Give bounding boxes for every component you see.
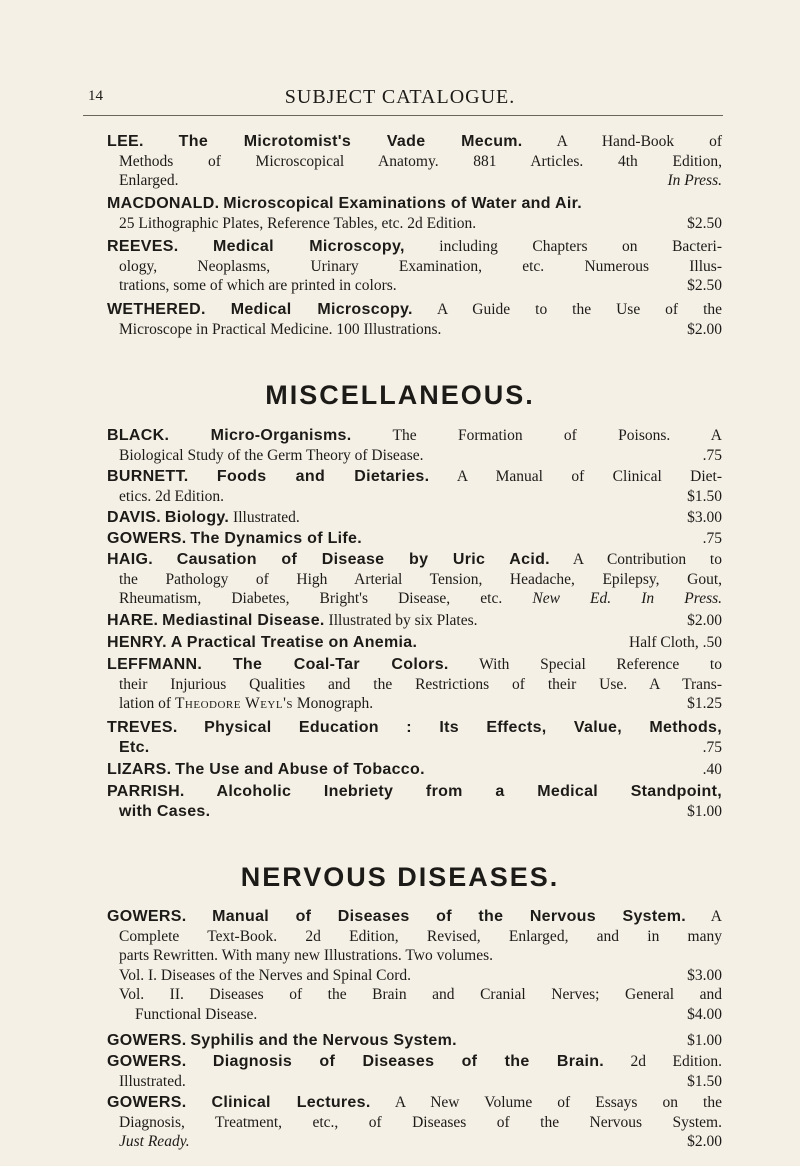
entry-gowers-diagnosis [107, 1052, 722, 1091]
entry-line: parts Rewritten. With many new Illustrations. Two volumes. [119, 947, 493, 964]
entry-line [107, 655, 722, 675]
entry-line [107, 426, 722, 446]
entry-henry [107, 633, 722, 653]
entry-burnett [107, 467, 722, 506]
entry-line [107, 194, 722, 214]
entry-price: $2.00 [687, 612, 722, 629]
entry-text: Illustrated. [233, 509, 300, 526]
entry-line [107, 1132, 722, 1152]
entry-line [107, 589, 722, 609]
entry-price: $4.00 [687, 1005, 722, 1023]
entry-author: GOWERS. [107, 1094, 187, 1111]
entry-author: HAIG. [107, 551, 153, 568]
entry-line [107, 1031, 722, 1051]
entry-price: $1.50 [687, 1072, 722, 1090]
entry-status: In Press. [641, 590, 723, 607]
entry-line [107, 300, 722, 320]
entry-price: $1.50 [687, 487, 722, 505]
entry-line [107, 611, 722, 631]
entry-title: Syphilis and the Nervous System. [190, 1032, 457, 1049]
entry-hare [107, 611, 722, 631]
entry-author: LEFFMANN. [107, 656, 203, 673]
entry-title: Causation of Disease by Uric Acid. [176, 551, 550, 568]
page-number: 14 [88, 88, 103, 104]
entry-title: Micro-Organisms. [210, 427, 352, 444]
entry-text: A Guide to the Use of the [436, 301, 723, 318]
entry-text: Monograph. [296, 695, 374, 712]
entry-title: The Dynamics of Life. [190, 530, 362, 547]
entry-macdonald [107, 194, 722, 233]
entry-title: Physical Education : Its Effects, Value, Methods, [204, 719, 723, 736]
entry-line [107, 738, 722, 758]
entry-line [107, 1093, 722, 1113]
entry-status: Just Ready. [119, 1133, 190, 1150]
entry-text: A New Volume of Essays on the [394, 1094, 722, 1111]
entry-gowers-dynamics [107, 529, 722, 549]
entry-author: LEE. [107, 133, 144, 150]
entry-author: GOWERS. [107, 1053, 187, 1070]
entry-line [107, 1072, 722, 1092]
entry-title: A Practical Treatise on Anemia. [170, 634, 418, 651]
entry-line [107, 529, 722, 549]
entry-text: A [710, 908, 722, 925]
entry-author: HARE. [107, 612, 159, 629]
entry-black [107, 426, 722, 465]
entry-line: the Pathology of High Arterial Tension, Headache, Epilepsy, Gout, [119, 570, 722, 588]
entry-line [107, 487, 722, 507]
entry-line [107, 966, 722, 986]
entry-gowers-manual [107, 907, 722, 1024]
entry-line [107, 214, 722, 234]
entry-line: Complete Text-Book. 2d Edition, Revised, Enlarged, and in many [119, 927, 722, 945]
entry-author: GOWERS. [107, 530, 187, 547]
entry-title: Medical Microscopy, [213, 238, 405, 255]
entry-line [107, 907, 722, 927]
entry-title: Clinical Lectures. [211, 1094, 371, 1111]
entry-text: Vol. I. Diseases of the Nerves and Spinal Cord. [119, 966, 412, 984]
entry-text: Illustrated. [119, 1072, 186, 1090]
entry-gowers-clinical [107, 1093, 722, 1152]
entry-line: Methods of Microscopical Anatomy. 881 Articles. 4th Edition, [119, 152, 722, 170]
entry-text: A Contribution to [572, 551, 722, 568]
entry-line [107, 1052, 722, 1072]
entry-title: Biology. [164, 509, 230, 526]
entry-title: The Coal-Tar Colors. [232, 656, 449, 673]
entry-line [107, 320, 722, 340]
entry-title: Microscopical Examinations of Water and Air. [223, 195, 582, 212]
entry-text: Etc. [119, 738, 150, 756]
entry-price: $1.00 [687, 802, 722, 820]
entry-line [107, 694, 722, 714]
entry-line [107, 508, 722, 528]
entry-author: MACDONALD. [107, 195, 220, 212]
entry-line [107, 276, 722, 296]
entry-text: 2d Edition. [630, 1053, 723, 1070]
entry-price: .75 [702, 530, 722, 547]
entry-author: BURNETT. [107, 468, 189, 485]
entry-title: The Use and Abuse of Tobacco. [175, 761, 425, 778]
entry-treves [107, 718, 722, 757]
entry-title: Manual of Diseases of the Nervous System. [212, 908, 686, 925]
entry-line [107, 633, 722, 653]
entry-author: PARRISH. [107, 783, 185, 800]
entry-davis [107, 508, 722, 528]
entry-line [107, 718, 722, 738]
header-rule [83, 115, 723, 116]
entry-text: Enlarged. [119, 172, 179, 189]
entry-text: A Hand-Book of [556, 133, 722, 150]
entry-text: with Cases. [119, 802, 211, 820]
entry-author: WETHERED. [107, 301, 206, 318]
entry-author: GOWERS. [107, 908, 187, 925]
entry-author-ref: Theodore Weyl's [174, 695, 294, 712]
entry-parrish [107, 782, 722, 821]
entry-text: etics. 2d Edition. [119, 487, 225, 505]
entry-author: DAVIS. [107, 509, 161, 526]
entry-price: $2.50 [687, 214, 722, 232]
entry-title: Mediastinal Disease. [162, 612, 325, 629]
entry-author: BLACK. [107, 427, 170, 444]
entry-line [107, 802, 722, 822]
entry-gowers-syphilis [107, 1031, 722, 1051]
entry-text: With Special Reference to [479, 656, 722, 673]
entry-price: .75 [702, 446, 722, 464]
entry-wethered [107, 300, 722, 339]
entry-text: 25 Lithographic Plates, Reference Tables, etc. 2d Edition. [119, 214, 477, 232]
entry-title: Diagnosis of Diseases of the Brain. [212, 1053, 605, 1070]
entry-text: A Manual of Clinical Diet- [456, 468, 722, 485]
entry-price: $2.50 [687, 277, 722, 294]
entry-text: Microscope in Practical Medicine. 100 Illustrations. [119, 320, 442, 338]
entry-title: Medical Microscopy. [230, 301, 413, 318]
entry-price: $3.00 [687, 509, 722, 526]
entry-line: Vol. II. Diseases of the Brain and Cranial Nerves; General and [119, 986, 722, 1003]
entry-line [107, 237, 722, 257]
entry-price: Half Cloth, .50 [629, 634, 722, 651]
entry-status: In Press. [667, 172, 722, 189]
running-title: SUBJECT CATALOGUE. [284, 86, 516, 108]
entry-line [107, 760, 722, 780]
entry-line: ology, Neoplasms, Urinary Examination, etc. Numerous Illus- [119, 257, 722, 275]
entry-title: The Microtomist's Vade Mecum. [178, 133, 523, 150]
entry-line [107, 782, 722, 802]
entry-text: Illustrated by six Plates. [328, 612, 478, 629]
entry-text: Rheumatism, Diabetes, Bright's Disease, etc. [119, 590, 503, 607]
entry-author: LIZARS. [107, 761, 172, 778]
entry-leffmann [107, 655, 722, 714]
entry-price: $1.25 [687, 695, 722, 712]
entry-price: $2.00 [687, 320, 722, 338]
entry-line [107, 171, 722, 191]
entry-text: Biological Study of the Germ Theory of Disease. [119, 446, 424, 464]
entry-text: Functional Disease. [135, 1005, 258, 1023]
entry-text: trations, some of which are printed in colors. [119, 277, 397, 294]
entry-price: $2.00 [687, 1133, 722, 1150]
entry-author: REEVES. [107, 238, 179, 255]
entry-text: including Chapters on Bacteri- [439, 238, 723, 255]
entry-title: Alcoholic Inebriety from a Medical Standpoint, [216, 783, 722, 800]
entry-reeves [107, 237, 722, 296]
entry-text: lation of [119, 695, 172, 712]
entry-line [107, 467, 722, 487]
entry-text: The Formation of Poisons. A [392, 427, 722, 444]
entry-line: Diagnosis, Treatment, etc., of Diseases of the Nervous System. [119, 1113, 722, 1131]
page-header [0, 88, 800, 112]
entry-line: their Injurious Qualities and the Restrictions of their Use. A Trans- [119, 675, 722, 693]
entry-haig [107, 550, 722, 609]
entry-line [107, 446, 722, 466]
entry-lizars [107, 760, 722, 780]
entry-lee [107, 132, 722, 191]
entry-edition: New Ed. [532, 590, 612, 607]
entry-price: $3.00 [687, 966, 722, 984]
entry-author: HENRY. [107, 634, 167, 651]
entry-line [107, 550, 722, 570]
entry-price: .75 [702, 738, 722, 756]
entry-price: .40 [702, 761, 722, 778]
entry-line [107, 132, 722, 152]
entry-title: Foods and Dietaries. [216, 468, 430, 485]
section-heading-miscellaneous: MISCELLANEOUS. [265, 380, 535, 410]
entry-price: $1.00 [687, 1032, 722, 1049]
entry-line [107, 1005, 722, 1025]
entry-author: TREVES. [107, 719, 178, 736]
entry-author: GOWERS. [107, 1032, 187, 1049]
section-heading-nervous-diseases: NERVOUS DISEASES. [240, 862, 560, 892]
